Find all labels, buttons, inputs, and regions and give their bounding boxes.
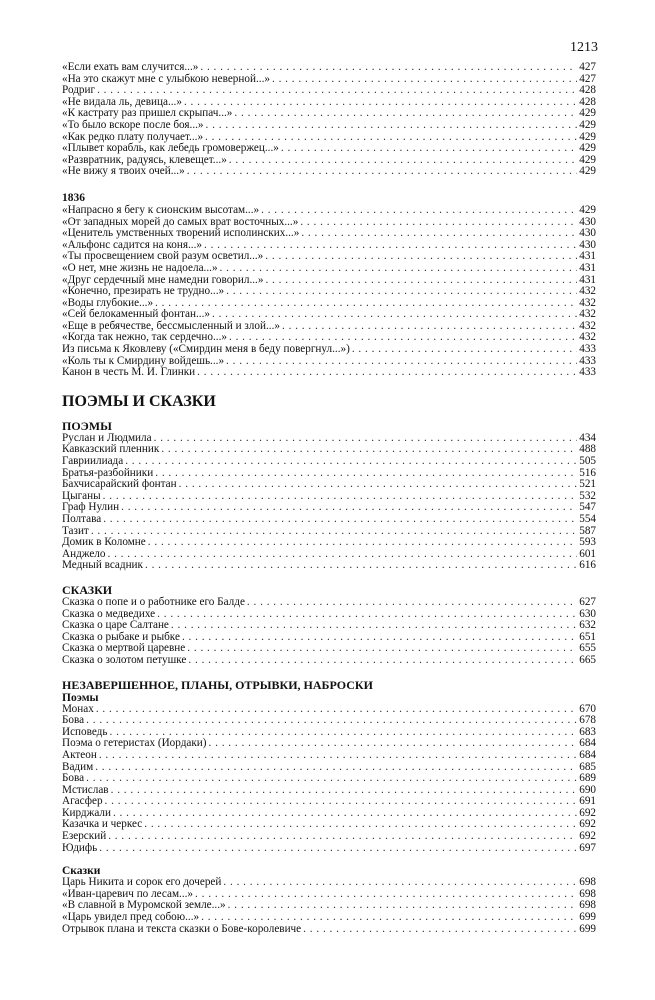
entry-title: Из письма к Яковлеву («Смирдин меня в беду повергнул...»)	[62, 343, 350, 356]
toc-entry	[62, 750, 596, 762]
dot-leader	[265, 275, 577, 287]
entry-title: Руслан и Людмила	[62, 431, 152, 444]
entry-page-number: 587	[579, 524, 596, 537]
entry-page-number: 430	[579, 215, 596, 228]
entry-page-number: 488	[579, 443, 596, 456]
entry-page-number: 554	[579, 513, 596, 525]
entry-page-number: 670	[579, 702, 596, 715]
entry-title: Езерский	[62, 830, 107, 843]
toc-entry	[62, 491, 596, 503]
dot-leader	[247, 597, 577, 609]
dot-leader	[91, 526, 577, 538]
entry-title: «Альфонс садится на коня...»	[62, 238, 202, 251]
toc-entry	[62, 738, 596, 750]
entry-title: Сказка о медведихе	[62, 607, 156, 620]
toc-entry	[62, 620, 596, 632]
toc-entry	[62, 819, 596, 831]
entry-title: «Ты просвещением свой разум осветил...»	[62, 250, 264, 263]
entry-title: «Не вижу я твоих очей...»	[62, 165, 185, 178]
entry-title: Отрывок плана и текста сказки о Бове-королевиче	[62, 922, 302, 935]
toc-entry	[62, 924, 596, 936]
entry-page-number: 651	[579, 630, 596, 643]
dot-leader	[282, 321, 577, 333]
entry-title: Канон в честь М. И. Глинки	[62, 366, 196, 379]
dot-leader	[187, 166, 578, 178]
entry-page-number: 630	[579, 607, 596, 620]
toc-entry	[62, 560, 596, 572]
entry-title: Царь Никита и сорок его дочерей	[62, 876, 222, 889]
entry-page-number: 432	[579, 308, 596, 321]
entry-page-number: 431	[579, 273, 596, 286]
dot-leader	[226, 356, 577, 368]
entry-title: Актеон	[62, 748, 97, 761]
entry-title: Кирджали	[62, 806, 111, 819]
dot-leader	[188, 655, 577, 667]
entry-title: Мстислав	[62, 783, 109, 796]
section-title-poems-and-tales: ПОЭМЫ И СКАЗКИ	[62, 392, 216, 410]
subsection-title-tales: СКАЗКИ	[62, 582, 113, 597]
dot-leader	[234, 108, 577, 120]
entry-page-number: 429	[579, 165, 596, 178]
entry-page-number: 692	[579, 806, 596, 819]
dot-leader	[229, 155, 577, 167]
dot-leader	[206, 120, 578, 132]
entry-title: «Плывет корабль, как лебедь громовержец...»	[62, 142, 279, 155]
entry-title: «Напрасно я бегу к сионским высотам...»	[62, 203, 260, 216]
entry-page-number: 429	[579, 130, 596, 143]
entry-title: Родриг	[62, 84, 96, 97]
entry-page-number: 627	[579, 595, 596, 608]
entry-page-number: 432	[579, 296, 596, 309]
entry-title: Медный всадник	[62, 559, 143, 572]
toc-entry	[62, 514, 596, 526]
entry-page-number: 601	[579, 547, 596, 560]
entry-title: Вадим	[62, 760, 94, 773]
entry-page-number: 689	[579, 772, 596, 785]
entry-title: «Развратник, радуясь, клевещет...»	[62, 153, 227, 166]
subsection-title-poems: ПОЭМЫ	[62, 418, 112, 433]
dot-leader	[107, 549, 577, 561]
entry-title: Бова	[62, 772, 85, 785]
entry-page-number: 432	[579, 319, 596, 332]
entry-title: Сказка о рыбаке и рыбке	[62, 630, 180, 643]
entry-title: «Царь увидел пред собою...»	[62, 911, 200, 924]
toc-entry	[62, 456, 596, 468]
toc-entry	[62, 831, 596, 843]
entry-page-number: 434	[579, 431, 596, 444]
dot-leader	[121, 502, 577, 514]
entry-page-number: 431	[579, 250, 596, 263]
entry-title: «В славной в Муромской земле...»	[62, 899, 226, 912]
entry-list-poems-1835	[62, 62, 596, 178]
dot-leader	[144, 819, 577, 831]
entry-page-number: 427	[579, 61, 596, 73]
year-heading-1836: 1836	[62, 191, 85, 204]
entry-title: Домик в Коломне	[62, 536, 146, 549]
entry-page-number: 505	[579, 455, 596, 468]
entry-page-number: 699	[579, 922, 596, 935]
entry-page-number: 684	[579, 748, 596, 761]
entry-title: Братья-разбойники	[62, 466, 154, 479]
entry-page-number: 690	[579, 783, 596, 796]
dot-leader	[108, 831, 577, 843]
dot-leader	[99, 843, 577, 855]
entry-title: «Воды глубокие...»	[62, 296, 154, 309]
toc-entry	[62, 166, 596, 178]
toc-entry	[62, 843, 596, 855]
toc-entry	[62, 143, 596, 155]
entry-page-number: 692	[579, 818, 596, 831]
dot-leader	[99, 750, 577, 762]
entry-page-number: 665	[579, 653, 596, 666]
entry-title: Кавказский пленник	[62, 443, 160, 456]
entry-page-number: 516	[579, 466, 596, 479]
subsection-title-unfinished: НЕЗАВЕРШЕННОЕ, ПЛАНЫ, ОТРЫВКИ, НАБРОСКИ	[62, 677, 373, 692]
entry-title: Юдифь	[62, 841, 98, 854]
entry-title: Казачка и черкес	[62, 818, 143, 831]
entry-title: Полтава	[62, 513, 102, 525]
toc-entry	[62, 715, 596, 727]
entry-page-number: 427	[579, 72, 596, 85]
entry-title: Монах	[62, 702, 94, 715]
entry-page-number: 547	[579, 501, 596, 514]
entry-title: Исповедь	[62, 725, 108, 738]
dot-leader	[300, 217, 577, 229]
entry-page-number: 430	[579, 227, 596, 240]
toc-entry	[62, 205, 596, 217]
dot-leader	[352, 344, 577, 356]
entry-page-number: 429	[579, 142, 596, 155]
toc-entry	[62, 912, 596, 924]
dot-leader	[96, 704, 577, 716]
dot-leader	[111, 785, 578, 797]
dot-leader	[184, 97, 577, 109]
entry-list-tales	[62, 597, 596, 667]
dot-leader	[223, 877, 577, 889]
entry-page-number: 430	[579, 238, 596, 251]
entry-page-number: 433	[579, 366, 596, 379]
entry-list-poems	[62, 433, 596, 572]
entry-title: Гавриилиада	[62, 455, 124, 468]
entry-page-number: 678	[579, 714, 596, 727]
toc-entry	[62, 367, 596, 379]
entry-page-number: 698	[579, 899, 596, 912]
entry-page-number: 433	[579, 354, 596, 367]
entry-title: «Друг сердечный мне намедни говорил...»	[62, 273, 264, 286]
toc-entry	[62, 62, 596, 74]
toc-entry	[62, 263, 596, 275]
entry-title: Агасфер	[62, 795, 103, 808]
toc-entry	[62, 597, 596, 609]
toc-entry	[62, 286, 596, 298]
entry-title: Сказка о царе Салтане	[62, 619, 169, 632]
dot-leader	[113, 808, 577, 820]
dot-leader	[161, 444, 577, 456]
toc-entry	[62, 704, 596, 716]
dot-leader	[226, 286, 577, 298]
dot-leader	[171, 620, 577, 632]
entry-title: Тазит	[62, 524, 89, 537]
dot-leader	[301, 228, 577, 240]
table-of-contents	[62, 62, 596, 935]
dot-leader	[228, 900, 578, 912]
dot-leader	[265, 251, 577, 263]
toc-entry	[62, 479, 596, 491]
entry-page-number: 697	[579, 841, 596, 854]
entry-page-number: 699	[579, 911, 596, 924]
dot-leader	[201, 912, 577, 924]
minor-title-unfinished-tales: Сказки	[62, 865, 101, 878]
entry-page-number: 692	[579, 830, 596, 843]
entry-page-number: 429	[579, 153, 596, 166]
entry-title: Сказка о попе и о работнике его Балде	[62, 595, 245, 608]
dot-leader	[195, 889, 577, 901]
entry-title: «На это скажут мне с улыбкою неверной...»	[62, 72, 270, 85]
entry-page-number: 428	[579, 84, 596, 97]
entry-title: «От западных морей до самых врат восточных...»	[62, 215, 299, 228]
toc-entry	[62, 773, 596, 785]
entry-title: «К кастрату раз пришел скрыпач...»	[62, 107, 233, 120]
entry-title: Граф Нулин	[62, 501, 120, 514]
toc-entry	[62, 120, 596, 132]
entry-page-number: 428	[579, 95, 596, 108]
entry-title: «Не видала ль, девица...»	[62, 95, 182, 108]
dot-leader	[125, 456, 577, 468]
toc-entry	[62, 502, 596, 514]
entry-title: «Как редко плату получает...»	[62, 130, 204, 143]
dot-leader	[182, 632, 577, 644]
entry-title: Сказка о золотом петушке	[62, 653, 187, 666]
toc-entry	[62, 537, 596, 549]
entry-title: «Сей белокаменный фонтан...»	[62, 308, 210, 321]
entry-title: «Коль ты к Смирдину войдешь...»	[62, 354, 225, 367]
entry-page-number: 429	[579, 107, 596, 120]
entry-title: «Если ехать вам случится...»	[62, 61, 199, 73]
dot-leader	[261, 205, 577, 217]
entry-list-unfinished-poems	[62, 704, 596, 855]
minor-title-unfinished-poems: Поэмы	[62, 691, 99, 704]
entry-page-number: 698	[579, 887, 596, 900]
entry-list-poems-1836	[62, 205, 596, 379]
dot-leader	[157, 609, 577, 621]
toc-entry	[62, 344, 596, 356]
entry-page-number: 683	[579, 725, 596, 738]
dot-leader	[154, 433, 578, 445]
entry-title: «Еще в ребячестве, бессмысленный и злой...»	[62, 319, 280, 332]
dot-leader	[86, 773, 577, 785]
dot-leader	[197, 367, 577, 379]
toc-entry	[62, 228, 596, 240]
entry-title: Бова	[62, 714, 85, 727]
dot-leader	[95, 762, 577, 774]
entry-title: «Когда так нежно, так сердечно...»	[62, 331, 227, 344]
dot-leader	[86, 715, 577, 727]
dot-leader	[105, 796, 578, 808]
dot-leader	[103, 491, 578, 503]
dot-leader	[187, 643, 577, 655]
entry-title: Бахчисарайский фонтан	[62, 478, 177, 491]
entry-page-number: 655	[579, 642, 596, 655]
dot-leader	[272, 74, 577, 86]
dot-leader	[303, 924, 577, 936]
entry-title: Сказка о мертвой царевне	[62, 642, 186, 655]
dot-leader	[155, 468, 577, 480]
entry-page-number: 593	[579, 536, 596, 549]
dot-leader	[103, 514, 577, 526]
entry-page-number: 698	[579, 876, 596, 889]
entry-page-number: 691	[579, 795, 596, 808]
toc-entry	[62, 762, 596, 774]
entry-title: «Иван-царевич по лесам...»	[62, 887, 194, 900]
entry-title: «Конечно, презирать не трудно...»	[62, 285, 225, 298]
entry-title: Цыганы	[62, 489, 101, 502]
entry-page-number: 632	[579, 619, 596, 632]
entry-title: «То было вскоре после боя...»	[62, 118, 204, 131]
entry-list-unfinished-tales	[62, 877, 596, 935]
dot-leader	[220, 263, 578, 275]
entry-page-number: 616	[579, 559, 596, 572]
toc-entry	[62, 796, 596, 808]
entry-page-number: 429	[579, 118, 596, 131]
dot-leader	[155, 298, 577, 310]
toc-entry	[62, 808, 596, 820]
entry-title: Анджело	[62, 547, 106, 560]
toc-entry	[62, 444, 596, 456]
entry-page-number: 685	[579, 760, 596, 773]
toc-entry	[62, 785, 596, 797]
entry-page-number: 432	[579, 285, 596, 298]
entry-title: «Ценитель умственных творений исполинских...»	[62, 227, 300, 240]
dot-leader	[179, 479, 578, 491]
entry-page-number: 433	[579, 343, 596, 356]
entry-page-number: 431	[579, 261, 596, 274]
entry-page-number: 432	[579, 331, 596, 344]
entry-page-number: 429	[579, 203, 596, 216]
page-number: 1213	[570, 40, 598, 55]
entry-page-number: 521	[579, 478, 596, 491]
entry-title: «О нет, мне жизнь не надоела...»	[62, 261, 218, 274]
dot-leader	[281, 143, 577, 155]
dot-leader	[148, 537, 577, 549]
entry-page-number: 684	[579, 737, 596, 750]
toc-entry	[62, 74, 596, 86]
dot-leader	[145, 560, 577, 572]
entry-title: Поэма о гетеристах (Иордаки)	[62, 737, 207, 750]
entry-page-number: 532	[579, 489, 596, 502]
dot-leader	[200, 62, 577, 74]
toc-entry	[62, 655, 596, 667]
dot-leader	[209, 738, 578, 750]
